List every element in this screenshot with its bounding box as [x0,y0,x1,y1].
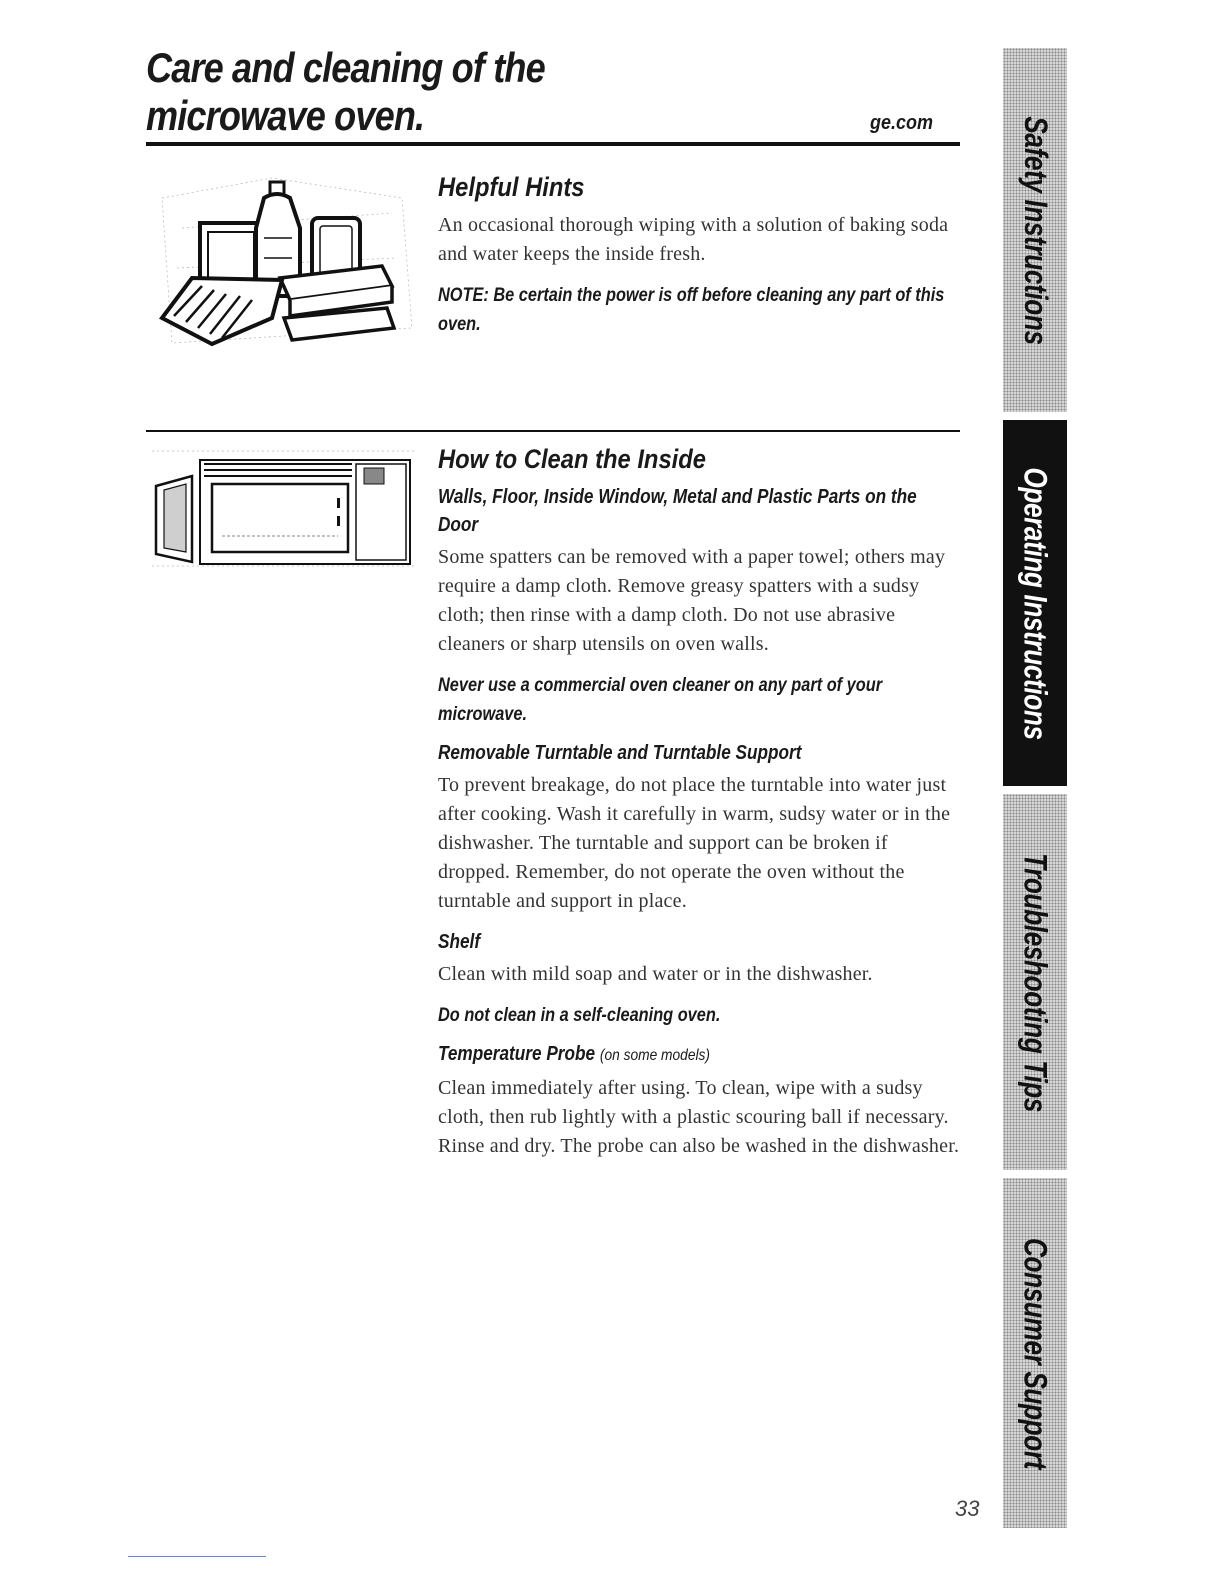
oven-cleaner-warning: Never use a commercial oven cleaner on any part of your microwave. [438,675,883,725]
sponge-icon [280,266,394,340]
probe-subhead-note: (on some models) [599,1047,710,1064]
tab-troubleshooting-label: Troubleshooting Tips [1017,852,1054,1112]
clean-inside-section [438,444,963,1173]
page-title [146,44,545,140]
tab-safety-label: Safety Instructions [1017,115,1054,345]
clean-inside-heading: How to Clean the Inside [438,444,706,474]
footer-line [128,1556,266,1557]
title-line-1: Care and cleaning of the [146,44,545,91]
probe-body: Clean immediately after using. To clean, wipe with a sudsy cloth, then rub lightly with a plastic scouring ball if necessary. Rinse and dry. The probe can also be washed in the dishwasher. [438,1077,960,1157]
turntable-subhead: Removable Turntable and Turntable Support [438,742,802,764]
header-rule [146,142,960,146]
shelf-body: Clean with mild soap and water or in the dishwasher. [438,963,873,985]
walls-subhead: Walls, Floor, Inside Window, Metal and Plastic Parts on the Door [438,486,917,536]
walls-body: Some spatters can be removed with a paper towel; others may require a damp cloth. Remove greasy spatters with a sudsy cloth; then rinse with a damp cloth. Do not use abrasive cleaners or sharp utensils on oven walls. [438,546,946,655]
tab-troubleshooting-tips[interactable] [1003,794,1067,1170]
tab-consumer-label: Consumer Support [1017,1237,1054,1469]
turntable-body: To prevent breakage, do not place the turntable into water just after cooking. Wash it carefully in warm, sudsy water or in the dishwasher. The turntable and support can be broken if dropped. Remember, do not operate the oven without the turntable and support in place. [438,774,951,912]
probe-subhead-title: Temperature Probe [438,1043,596,1065]
power-off-note: NOTE: Be certain the power is off before cleaning any part of this oven. [438,285,945,335]
tab-operating-label: Operating Instructions [1017,466,1054,740]
page-number: 33 [955,1496,980,1521]
shelf-subhead: Shelf [438,931,481,953]
helpful-hints-section [438,172,963,349]
helpful-hints-body: An occasional thorough wiping with a solution of baking soda and water keeps the inside fresh. [438,214,949,265]
self-clean-warning: Do not clean in a self-cleaning oven. [438,1005,721,1026]
section-divider [146,430,960,432]
helpful-hints-heading: Helpful Hints [438,172,585,202]
title-line-2: microwave oven. [146,92,425,139]
tab-consumer-support[interactable] [1003,1178,1067,1528]
microwave-illustration [152,446,414,571]
website-link[interactable]: ge.com [870,112,934,134]
tab-safety-instructions[interactable] [1003,48,1067,412]
probe-subhead [438,1040,945,1070]
section-tabs [1003,48,1067,1528]
cleaning-supplies-illustration [152,168,422,353]
tab-operating-instructions[interactable] [1003,420,1067,786]
folded-cloth-icon [162,278,282,344]
